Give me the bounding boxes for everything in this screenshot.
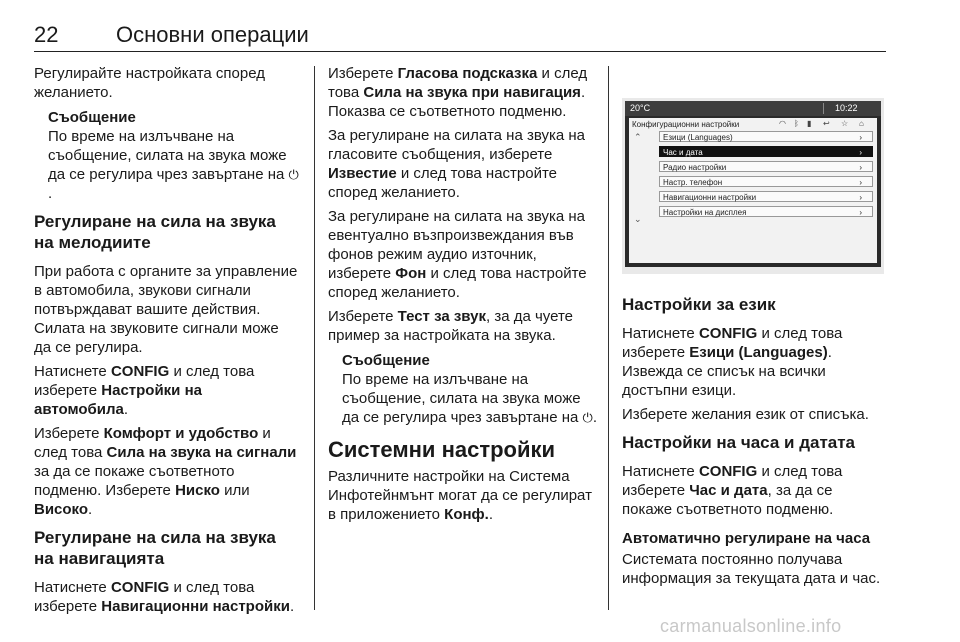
settings-panel	[629, 118, 877, 263]
home-icon: ⌂	[859, 119, 864, 128]
scroll-up-icon[interactable]: ⌃	[634, 132, 642, 142]
menu-item-phone-settings[interactable]: Настр. телефон ›	[659, 176, 873, 187]
section-heading-melody-volume: Регулиране на сила на звука на мелодиите	[34, 212, 276, 252]
column-1	[34, 64, 300, 621]
paragraph: Натиснете CONFIG и след това изберете Навигационни настройки.	[34, 579, 295, 615]
chevron-right-icon: ›	[859, 178, 862, 187]
section-heading-system-settings: Системни настройки	[328, 437, 556, 462]
menu-item-radio-settings[interactable]: Радио настройки ›	[659, 161, 873, 172]
clock-readout: 10:22	[835, 103, 858, 113]
chevron-right-icon: ›	[859, 163, 862, 172]
column-divider	[314, 66, 315, 610]
paragraph: Натиснете CONFIG и след това изберете Езици (Languages). Извежда се списък на всички достъпни езици.	[622, 325, 843, 399]
chevron-right-icon: ›	[859, 133, 862, 142]
note-title: Съобщение	[48, 109, 136, 126]
chevron-right-icon: ›	[859, 193, 862, 202]
menu-item-languages[interactable]: Езици (Languages) ›	[659, 131, 873, 142]
menu-item-time-date[interactable]: Час и дата ›	[659, 146, 873, 157]
page-title: Основни операции	[116, 22, 309, 47]
display-screen	[625, 101, 881, 267]
power-knob-icon: ⏻	[582, 410, 593, 425]
column-divider	[608, 66, 609, 610]
paragraph: Изберете Тест за звук, за да чуете пример за настройката на звука.	[328, 308, 574, 344]
column-2	[328, 64, 598, 529]
note-text: По време на излъчване на съобщение, силата на звука може да се регулира чрез завъртане на ⏻.	[48, 128, 299, 202]
chevron-right-icon: ›	[859, 208, 862, 217]
paragraph: Натиснете CONFIG и след това изберете Час и дата, за да се покаже съответното подменю.	[622, 463, 843, 518]
paragraph: Регулирайте настройката според желанието.	[34, 65, 265, 101]
note-title: Съобщение	[342, 352, 430, 369]
section-heading-time-date: Настройки на часа и датата	[622, 433, 856, 452]
note-box	[48, 108, 300, 203]
paragraph: При работа с органите за управление в автомобила, звукови сигнали потвърждават вашите действия. Силата на звуковите сигнали може да се регулира.	[34, 263, 298, 356]
paragraph: Натиснете CONFIG и след това изберете Настройки на автомобила.	[34, 363, 255, 418]
menu-title: Конфигурационни настройки	[632, 120, 740, 129]
paragraph: Системата постоянно получава информация за текущата дата и час.	[622, 551, 881, 587]
power-knob-icon: ⏻	[288, 167, 299, 182]
star-icon: ☆	[841, 119, 849, 128]
header-rule	[34, 51, 886, 52]
status-bar	[625, 101, 881, 116]
column-3	[622, 290, 886, 593]
paragraph: Различните настройки на Система Инфотейнмънт могат да се регулират в приложението Конф..	[328, 468, 592, 523]
paragraph: Изберете желания език от списъка.	[622, 406, 869, 423]
note-box	[342, 351, 598, 427]
back-icon: ↩	[823, 119, 830, 128]
infotainment-screenshot	[622, 98, 884, 274]
signal-icon: ▮	[807, 119, 812, 128]
paragraph: Изберете Комфорт и удобство и след това Сила на звука на сигнали за да се покаже съответното подменю. Изберете Ниско или Високо.	[34, 425, 297, 518]
watermark: carmanualsonline.info	[660, 616, 842, 636]
status-separator	[823, 103, 824, 114]
scroll-down-icon[interactable]: ⌄	[634, 214, 642, 224]
subheading-auto-time: Автоматично регулиране на часа	[622, 530, 871, 547]
wifi-icon: ◠	[779, 119, 786, 128]
section-heading-language: Настройки за език	[622, 295, 776, 314]
note-text: По време на излъчване на съобщение, силата на звука може да се регулира чрез завъртане на ⏻.	[342, 371, 597, 426]
page-number: 22	[34, 22, 59, 47]
chevron-right-icon: ›	[859, 148, 862, 157]
page-header	[34, 22, 886, 56]
temperature-readout: 20°C	[630, 103, 651, 113]
section-heading-navigation-volume: Регулиране на сила на звука на навигацията	[34, 528, 276, 568]
menu-item-display-settings[interactable]: Настройки на дисплея ›	[659, 206, 873, 217]
paragraph: Изберете Гласова подсказка и след това Сила на звука при навигация. Показва се съответното подменю.	[328, 65, 588, 120]
menu-item-navigation-settings[interactable]: Навигационни настройки ›	[659, 191, 873, 202]
paragraph: За регулиране на силата на звука на гласовите съобщения, изберете Известие и след това настройте според желанието.	[328, 127, 585, 201]
bluetooth-icon: ᛒ	[794, 119, 799, 128]
paragraph: За регулиране на силата на звука на евентуално възпроизвеждания във фонов режим аудио източник, изберете Фон и след това настройте според желанието.	[328, 208, 587, 301]
